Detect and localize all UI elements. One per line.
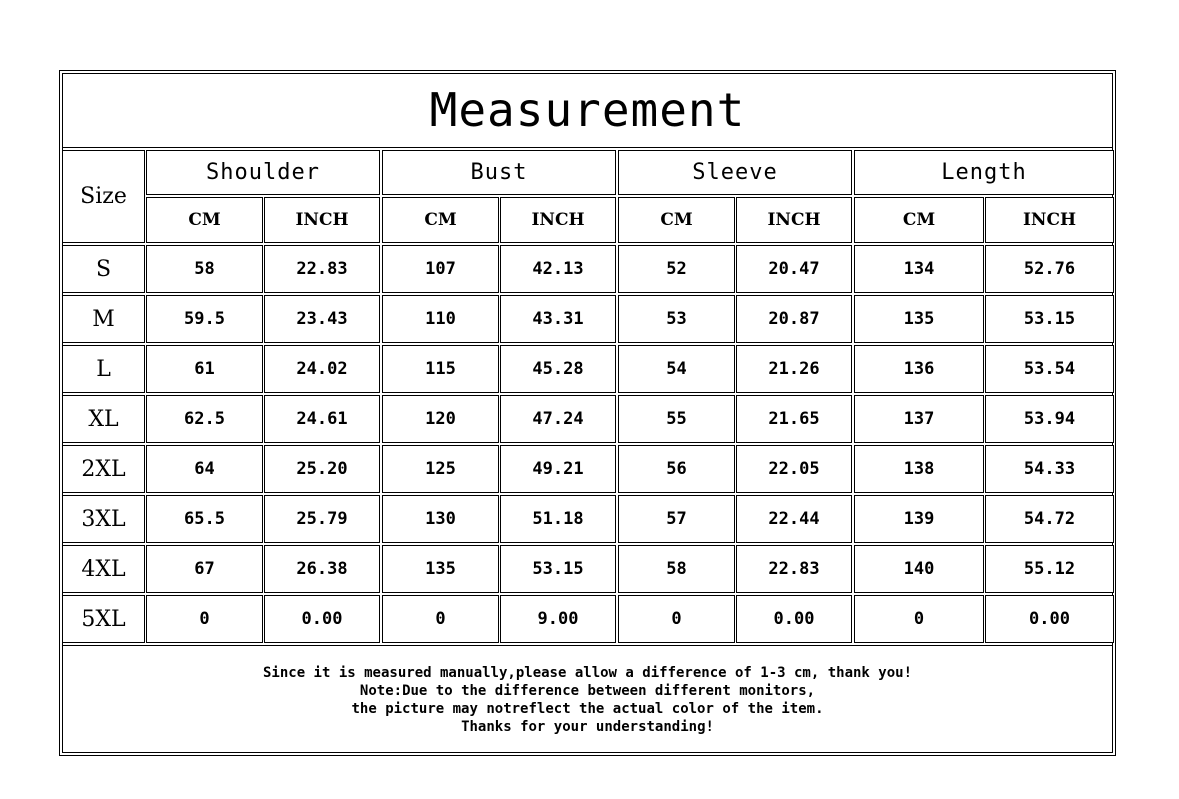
column-header-cm	[854, 197, 984, 243]
table-cell	[382, 445, 499, 493]
table-cell-text: 24.61	[296, 409, 348, 429]
row-size-label	[62, 545, 145, 593]
table-cell-text: 21.26	[768, 359, 820, 379]
table-cell	[382, 495, 499, 543]
table-cell-text: 56	[666, 459, 687, 479]
table-cell	[500, 495, 616, 543]
row-size-label	[62, 345, 145, 393]
table-cell-text: 0	[913, 609, 925, 629]
table-cell	[854, 395, 984, 443]
table-cell	[382, 245, 499, 293]
table-cell	[264, 545, 380, 593]
table-cell	[854, 445, 984, 493]
table-cell-text: 42.13	[532, 259, 584, 279]
table-cell	[736, 295, 852, 343]
table-cell	[985, 295, 1114, 343]
table-cell-text: 52.76	[1023, 259, 1076, 279]
table-cell-text: 55	[666, 409, 687, 429]
table-cell	[146, 345, 263, 393]
table-cell	[985, 495, 1114, 543]
row-size-label-text: 3XL	[81, 506, 126, 532]
column-header-inch-text: INCH	[531, 210, 585, 230]
table-cell	[382, 395, 499, 443]
table-cell	[500, 545, 616, 593]
table-cell	[985, 545, 1114, 593]
table-cell	[146, 495, 263, 543]
column-group-shoulder-text: Shoulder	[206, 160, 320, 185]
table-cell-text: 20.47	[768, 259, 820, 279]
table-cell	[854, 295, 984, 343]
table-cell	[500, 595, 616, 643]
table-cell	[146, 245, 263, 293]
row-size-label-text: XL	[88, 406, 119, 432]
table-cell-text: 53.94	[1023, 409, 1076, 429]
table-cell-text: 9.00	[537, 609, 579, 629]
table-cell-text: 138	[903, 459, 935, 479]
table-cell	[618, 345, 735, 393]
column-header-cm	[146, 197, 263, 243]
table-cell-text: 0.00	[301, 609, 343, 629]
table-cell-text: 0.00	[773, 609, 815, 629]
table-cell	[382, 595, 499, 643]
table-cell	[854, 545, 984, 593]
table-cell	[264, 345, 380, 393]
table-cell	[985, 445, 1114, 493]
table-cell-text: 45.28	[532, 359, 584, 379]
table-cell	[382, 345, 499, 393]
table-cell-text: 47.24	[532, 409, 584, 429]
table-cell	[500, 395, 616, 443]
table-cell-text: 135	[903, 309, 935, 329]
table-cell-text: 0.00	[1029, 609, 1070, 629]
column-header-cm	[382, 197, 499, 243]
table-cell-text: 22.44	[768, 509, 820, 529]
row-size-label	[62, 495, 145, 543]
table-cell	[985, 595, 1114, 643]
table-cell-text: 53.15	[532, 559, 584, 579]
table-cell	[146, 545, 263, 593]
table-cell-text: 52	[666, 259, 687, 279]
row-size-label-text: M	[92, 306, 115, 332]
table-cell-text: 53.15	[1023, 309, 1076, 329]
size-header	[62, 150, 145, 243]
table-cell-text: 115	[425, 359, 456, 379]
table-cell	[736, 545, 852, 593]
table-cell-text: 25.79	[296, 509, 348, 529]
row-size-label-text: L	[96, 356, 111, 382]
row-size-label	[62, 295, 145, 343]
column-header-cm-text: CM	[424, 210, 457, 230]
table-cell	[736, 395, 852, 443]
table-cell	[500, 245, 616, 293]
note-line: Thanks for your understanding!	[461, 718, 714, 735]
table-cell	[985, 395, 1114, 443]
column-group-length-text: Length	[941, 160, 1027, 185]
table-cell-text: 24.02	[296, 359, 348, 379]
table-cell-text: 53.54	[1023, 359, 1076, 379]
table-cell-text: 58	[194, 259, 215, 279]
table-cell-text: 51.18	[532, 509, 584, 529]
table-cell-text: 59.5	[184, 309, 225, 329]
table-cell	[146, 595, 263, 643]
note-line: the picture may notreflect the actual color of the item.	[351, 700, 824, 717]
table-cell	[382, 545, 499, 593]
table-cell	[618, 395, 735, 443]
table-cell	[736, 445, 852, 493]
table-cell	[264, 245, 380, 293]
table-cell-text: 107	[425, 259, 456, 279]
table-cell-text: 54.33	[1023, 459, 1076, 479]
table-cell	[500, 445, 616, 493]
table-cell-text: 20.87	[768, 309, 820, 329]
table-cell-text: 140	[903, 559, 935, 579]
table-cell-text: 0	[671, 609, 682, 629]
table-cell	[264, 295, 380, 343]
table-cell-text: 57	[666, 509, 687, 529]
table-cell	[854, 495, 984, 543]
column-header-inch-text: INCH	[767, 210, 821, 230]
row-size-label-text: 2XL	[81, 456, 126, 482]
column-group-bust-text: Bust	[470, 160, 528, 185]
table-cell-text: 67	[194, 559, 215, 579]
table-cell-text: 137	[903, 409, 935, 429]
table-cell	[382, 295, 499, 343]
column-group-sleeve	[618, 150, 852, 195]
table-cell	[985, 245, 1114, 293]
table-cell	[618, 245, 735, 293]
column-header-cm-text: CM	[902, 210, 936, 230]
column-header-inch	[985, 197, 1114, 243]
table-cell-text: 135	[425, 559, 456, 579]
table-cell	[736, 345, 852, 393]
table-cell	[736, 245, 852, 293]
table-cell	[264, 595, 380, 643]
table-cell	[264, 445, 380, 493]
table-cell-text: 43.31	[532, 309, 584, 329]
table-cell-text: 58	[666, 559, 687, 579]
table-cell	[146, 395, 263, 443]
table-cell-text: 125	[425, 459, 456, 479]
column-group-length	[854, 150, 1114, 195]
table-cell-text: 134	[903, 259, 935, 279]
row-size-label-text: 5XL	[81, 606, 126, 632]
table-cell-text: 61	[194, 359, 215, 379]
table-cell	[618, 295, 735, 343]
row-size-label-text: S	[95, 256, 112, 282]
table-cell-text: 0	[199, 609, 210, 629]
column-header-cm	[618, 197, 735, 243]
table-cell	[500, 345, 616, 393]
table-cell-text: 26.38	[296, 559, 348, 579]
table-cell	[854, 245, 984, 293]
table-cell	[985, 345, 1114, 393]
column-header-inch	[736, 197, 852, 243]
note-line: Note:Due to the difference between different monitors,	[359, 682, 816, 699]
column-group-bust	[382, 150, 616, 195]
column-header-inch-text: INCH	[1022, 210, 1077, 230]
row-size-label-text: 4XL	[81, 556, 126, 582]
table-cell-text: 49.21	[532, 459, 584, 479]
table-cell-text: 54	[666, 359, 687, 379]
table-cell-text: 55.12	[1023, 559, 1076, 579]
table-cell-text: 110	[425, 309, 456, 329]
row-size-label	[62, 445, 145, 493]
table-cell-text: 54.72	[1023, 509, 1076, 529]
table-cell	[618, 595, 735, 643]
table-cell-text: 130	[425, 509, 456, 529]
row-size-label	[62, 595, 145, 643]
table-cell-text: 65.5	[184, 509, 225, 529]
column-header-inch-text: INCH	[295, 210, 349, 230]
column-group-sleeve-text: Sleeve	[692, 160, 778, 185]
table-cell-text: 53	[666, 309, 687, 329]
row-size-label	[62, 395, 145, 443]
table-cell	[736, 595, 852, 643]
table-cell	[736, 495, 852, 543]
column-header-inch	[264, 197, 380, 243]
table-cell	[146, 445, 263, 493]
table-cell	[854, 345, 984, 393]
table-cell-text: 139	[903, 509, 935, 529]
table-cell	[618, 545, 735, 593]
table-cell-text: 64	[194, 459, 215, 479]
table-cell-text: 0	[435, 609, 446, 629]
column-header-cm-text: CM	[660, 210, 693, 230]
table-cell	[618, 445, 735, 493]
table-cell-text: 21.65	[768, 409, 820, 429]
table-cell	[264, 395, 380, 443]
column-header-inch	[500, 197, 616, 243]
table-cell-text: 136	[903, 359, 935, 379]
table-cell-text: 25.20	[296, 459, 348, 479]
table-cell-text: 22.05	[768, 459, 820, 479]
table-cell	[146, 295, 263, 343]
table-cell	[264, 495, 380, 543]
table-cell-text: 22.83	[768, 559, 820, 579]
size-header-text: Size	[80, 184, 127, 209]
table-cell-text: 62.5	[184, 409, 225, 429]
table-cell	[500, 295, 616, 343]
table-cell	[618, 495, 735, 543]
column-header-cm-text: CM	[188, 210, 221, 230]
page-title: Measurement	[62, 73, 1113, 148]
note-box	[62, 645, 1113, 753]
table-cell	[854, 595, 984, 643]
table-cell-text: 120	[425, 409, 456, 429]
column-group-shoulder	[146, 150, 380, 195]
table-cell-text: 23.43	[296, 309, 348, 329]
table-cell-text: 22.83	[296, 259, 348, 279]
row-size-label	[62, 245, 145, 293]
note-line: Since it is measured manually,please allow a difference of 1-3 cm, thank you!	[262, 664, 912, 681]
